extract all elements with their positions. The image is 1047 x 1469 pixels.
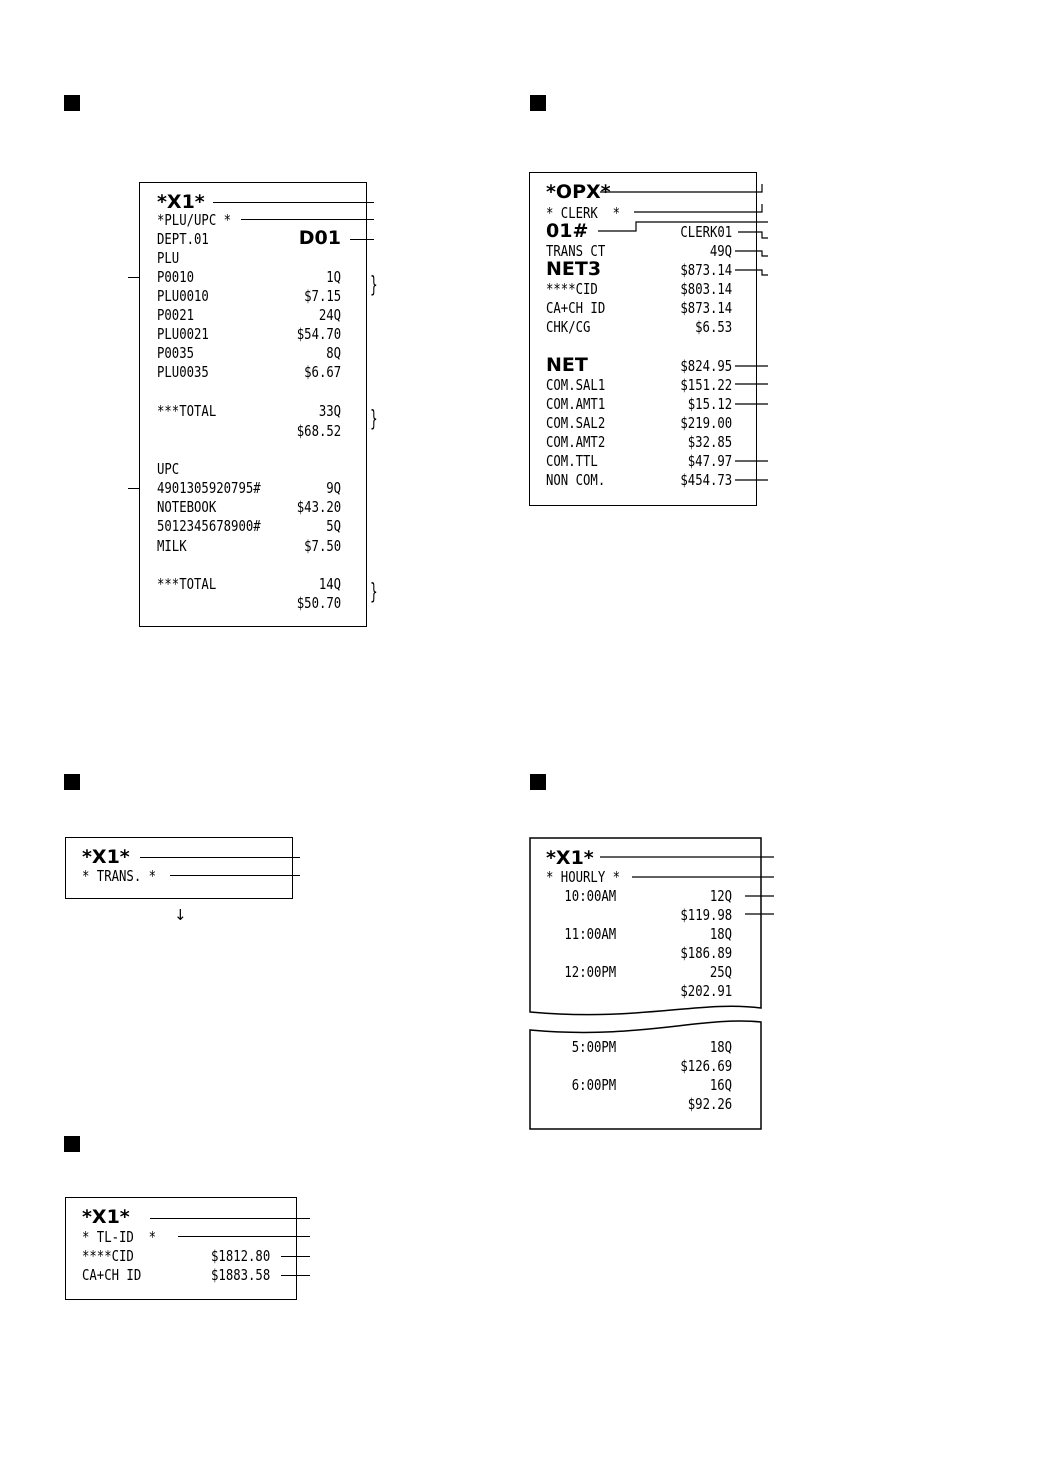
clerk-number: 01#	[546, 220, 589, 242]
upc-item-code: 5012345678900#	[157, 517, 261, 535]
clerk-row-value: $47.97	[687, 452, 732, 470]
hourly-count: 18Q	[709, 1038, 732, 1056]
upc-item-name: NOTEBOOK	[157, 498, 217, 516]
upc-total-qty: 14Q	[318, 575, 341, 593]
clerk-row-label: COM.TTL	[546, 452, 598, 470]
upc-item-name: MILK	[157, 537, 187, 555]
leader-line	[281, 1256, 310, 1257]
plu-section-label: PLU	[157, 249, 180, 267]
clerk-row-value: $151.22	[680, 376, 732, 394]
plu-item-qty: 1Q	[326, 268, 341, 286]
hourly-time: 12:00PM	[564, 963, 616, 981]
tlid-row-label: CA+CH ID	[82, 1266, 142, 1284]
plu-item-code: P0010	[157, 268, 195, 286]
hourly-amount: $92.26	[687, 1095, 732, 1113]
plu-item-code: P0021	[157, 306, 195, 324]
upc-section-label: UPC	[157, 460, 180, 478]
plu-item-amount: $6.67	[303, 363, 341, 381]
hourly-report-title: * HOURLY *	[546, 868, 621, 886]
hourly-amount: $186.89	[680, 944, 732, 962]
brace-icon: }	[370, 407, 378, 432]
trans-report-title: * TRANS. *	[82, 867, 157, 885]
plu-item-code: P0035	[157, 344, 195, 362]
upc-total-amount: $50.70	[296, 594, 341, 612]
clerk-row-value: $15.12	[687, 395, 732, 413]
upc-item-code: 4901305920795#	[157, 479, 261, 497]
hourly-time: 5:00PM	[571, 1038, 616, 1056]
hourly-count: 25Q	[709, 963, 732, 981]
plu-report-header: *X1*	[157, 191, 205, 213]
clerk-row-value: $873.14	[680, 261, 732, 279]
brace-icon: }	[370, 273, 378, 298]
clerk-report-title: * CLERK *	[546, 204, 621, 222]
hourly-count: 18Q	[709, 925, 732, 943]
plu-item-name: PLU0035	[157, 363, 209, 381]
hourly-amount: $119.98	[680, 906, 732, 924]
clerk-row-value: $32.85	[687, 433, 732, 451]
plu-item-qty: 8Q	[326, 344, 341, 362]
upc-item-qty: 5Q	[326, 517, 341, 535]
clerk-row-label: ****CID	[546, 280, 598, 298]
clerk-row-label: NON COM.	[546, 471, 606, 489]
hourly-time: 6:00PM	[571, 1076, 616, 1094]
leader-line	[281, 1275, 310, 1276]
tlid-report-title: * TL-ID *	[82, 1228, 157, 1246]
hourly-amount: $202.91	[680, 982, 732, 1000]
clerk-row-label: TRANS CT	[546, 242, 606, 260]
plu-item-amount: $7.15	[303, 287, 341, 305]
clerk-row-value: $824.95	[680, 357, 732, 375]
tlid-row-value: $1812.80	[210, 1247, 270, 1265]
clerk-row-label: CA+CH ID	[546, 299, 606, 317]
clerk-row-label: COM.AMT2	[546, 433, 606, 451]
upc-item-amount: $43.20	[296, 498, 341, 516]
tlid-row-label: ****CID	[82, 1247, 134, 1265]
hourly-report-header: *X1*	[546, 847, 594, 869]
hourly-time: 10:00AM	[564, 887, 616, 905]
plu-total-qty: 33Q	[318, 402, 341, 420]
tlid-row-value: $1883.58	[210, 1266, 270, 1284]
dept-code: D01	[298, 227, 341, 249]
plu-total-label: ***TOTAL	[157, 402, 217, 420]
upc-total-label: ***TOTAL	[157, 575, 217, 593]
plu-item-name: PLU0010	[157, 287, 209, 305]
leader-line	[150, 1218, 310, 1219]
clerk-row-label: COM.SAL2	[546, 414, 606, 432]
hourly-amount: $126.69	[680, 1057, 732, 1075]
upc-item-qty: 9Q	[326, 479, 341, 497]
leader-line	[178, 1236, 310, 1237]
clerk-row-value: $873.14	[680, 299, 732, 317]
clerk-row-value: $6.53	[694, 318, 732, 336]
trans-report-header: *X1*	[82, 846, 130, 868]
clerk-row-value: 49Q	[709, 242, 732, 260]
plu-item-name: PLU0021	[157, 325, 209, 343]
hourly-count: 16Q	[709, 1076, 732, 1094]
down-arrow-icon: ↓	[174, 906, 187, 924]
plu-item-amount: $54.70	[296, 325, 341, 343]
clerk-report-header: *OPX*	[546, 181, 611, 203]
clerk-row-label: NET	[546, 354, 588, 376]
clerk-row-label: CHK/CG	[546, 318, 591, 336]
clerk-row-label: COM.AMT1	[546, 395, 606, 413]
clerk-row-label: NET3	[546, 258, 602, 280]
hourly-count: 12Q	[709, 887, 732, 905]
clerk-row-value: $803.14	[680, 280, 732, 298]
plu-report-title: *PLU/UPC *	[157, 211, 232, 229]
brace-icon: }	[370, 580, 378, 605]
plu-total-amount: $68.52	[296, 422, 341, 440]
clerk-row-value: $454.73	[680, 471, 732, 489]
upc-item-amount: $7.50	[303, 537, 341, 555]
clerk-row-label: COM.SAL1	[546, 376, 606, 394]
hourly-time: 11:00AM	[564, 925, 616, 943]
clerk-name: CLERK01	[680, 223, 732, 241]
plu-item-qty: 24Q	[318, 306, 341, 324]
tlid-report-header: *X1*	[82, 1206, 130, 1228]
dept-label: DEPT.01	[157, 230, 209, 248]
clerk-row-value: $219.00	[680, 414, 732, 432]
